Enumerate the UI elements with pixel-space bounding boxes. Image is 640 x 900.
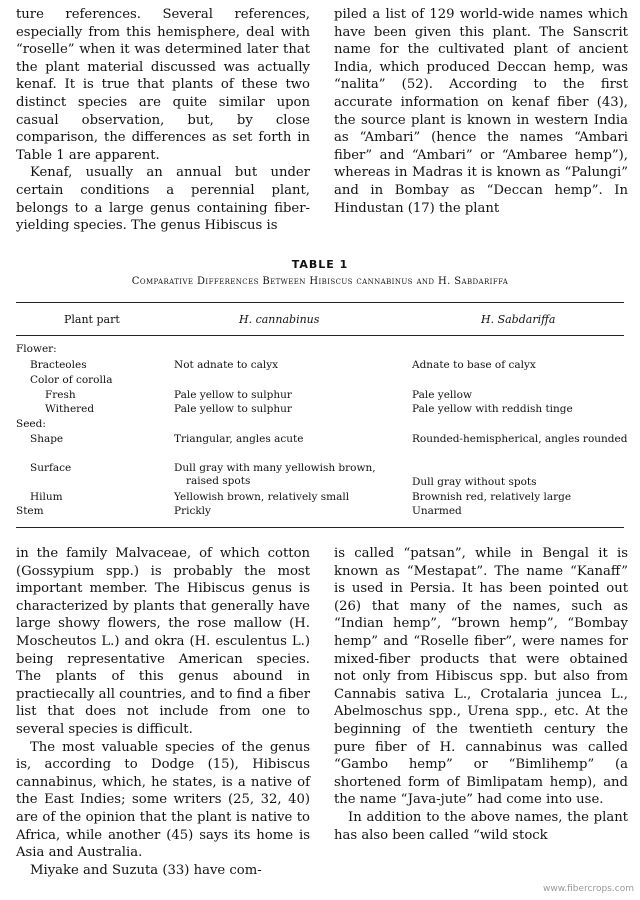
table-rule-top [16,302,624,303]
table-cell-h-sabdariffa: Rounded-hemispherical, angles rounded [412,433,628,445]
column-top-left [16,6,310,235]
table-rule-header [16,335,624,336]
table-cell-part: Stem [16,505,44,517]
table-cell-part: Fresh [45,389,76,401]
table-cell-h-cannabinus: Pale yellow to sulphur [174,389,292,401]
table-cell-h-sabdariffa: Brownish red, relatively large [412,491,572,503]
table-cell-h-sabdariffa: Pale yellow [412,389,472,401]
table-rule-bottom [16,527,624,528]
table-cell-part: Seed: [16,418,46,430]
table-cell-part: Withered [45,403,95,415]
table-header-plant-part: Plant part [64,313,120,326]
table-cell-h-cannabinus: Not adnate to calyx [174,359,279,371]
table-cell-part: Shape [30,433,64,445]
table-cell-part: Surface [30,462,72,474]
table-cell-part: Color of corolla [30,374,113,386]
table-cell-part: Flower: [16,343,57,355]
paragraph: is called “patsan”, while in Bengal it is known as “Mestapat”. The name “Kanaff” is used in Persia. It has been pointed out (26) that many of the names, such as “Indian hemp”, “brown hemp”, “Bombay hemp” and “Roselle fiber”, were names for mixed-fiber products that were obtained not only from Hibiscus spp. but also from Cannabis sativa L., Crotalaria juncea L., Abelmoschus spp., Urena spp., etc. At the beginning of the twentieth century the pure fiber of H. cannabinus was called “Gambo hemp” or “Bimlihemp” (a shortened form of Bimlipatam hemp), and the name “Java-jute” had come into use. [334,546,628,808]
paragraph: ture references. Several references, especially from this hemisphere, deal with “roselle” when it was determined later that the plant material discussed was actually kenaf. It is true that plants of these two distinct species are quite similar upon casual observation, but, by close comparison, the differences as set forth in Table 1 are apparent. [16,7,310,163]
paragraph: Miyake and Suzuta (33) have com- [30,862,262,878]
column-top-right [334,6,628,217]
table-title: TABLE 1 [291,258,349,271]
column-bottom-left [16,545,310,879]
paragraph: Kenaf, usually an annual but under certain conditions a perennial plant, belongs to a large genus containing fiber-yielding species. The genus Hibiscus is [16,165,310,234]
table-header-h-sabdariffa: H. Sabdariffa [481,313,556,326]
paragraph: piled a list of 129 world-wide names which have been given this plant. The Sanscrit name for the cultivated plant of ancient India, which produced Deccan hemp, was “nalita” (52). According to the first accurate information on kenaf fiber (43), the source plant is known in western India as “Ambari” (hence the names “Ambari fiber” and “Ambari” or “Ambaree hemp”), whereas in Madras it is known as “Palungi” and in Bombay as “Deccan hemp”. In Hindustan (17) the plant [334,7,628,216]
column-bottom-right [334,545,628,844]
table-cell-h-sabdariffa: Unarmed [412,505,462,517]
table-caption: Comparative Differences Between Hibiscus cannabinus and H. Sabdariffa [131,276,509,287]
paragraph: The most valuable species of the genus is, according to Dodge (15), Hibiscus cannabinus, which, he states, is a native of the East Indies; some writers (25, 32, 40) are of the opinion that the plant is native to Africa, while another (45) says its home is Asia and Australia. [16,739,310,861]
table-cell-part: Bracteoles [30,359,87,371]
table-cell-h-sabdariffa: Pale yellow with reddish tinge [412,403,573,415]
paragraph: in the family Malvaceae, of which cotton (Gossypium spp.) is probably the most important member. The Hibiscus genus is characterized by plants that generally have large showy flowers, the rose mallow (H. Moscheutos L.) and okra (H. esculentus L.) being representative American species. The plants of this genus abound in practiecally all countries, and to find a fiber list that does not include from one to several species is difficult. [16,546,310,737]
table-cell-h-sabdariffa: Dull gray without spots [412,476,537,488]
paragraph: In addition to the above names, the plant has also been called “wild stock [334,809,628,843]
table-cell-h-sabdariffa: Adnate to base of calyx [412,359,536,371]
table-cell-h-cannabinus: Dull gray with many yellowish brown, raised spots [174,462,376,488]
watermark: www.fibercrops.com [543,884,634,894]
table-cell-h-cannabinus: Yellowish brown, relatively small [174,491,350,503]
table-cell-h-cannabinus: Pale yellow to sulphur [174,403,292,415]
table-cell-part: Hilum [30,491,63,503]
table-header-h-cannabinus: H. cannabinus [239,313,320,326]
table-cell-h-cannabinus: Triangular, angles acute [174,433,304,445]
table-cell-h-cannabinus: Prickly [174,505,211,517]
